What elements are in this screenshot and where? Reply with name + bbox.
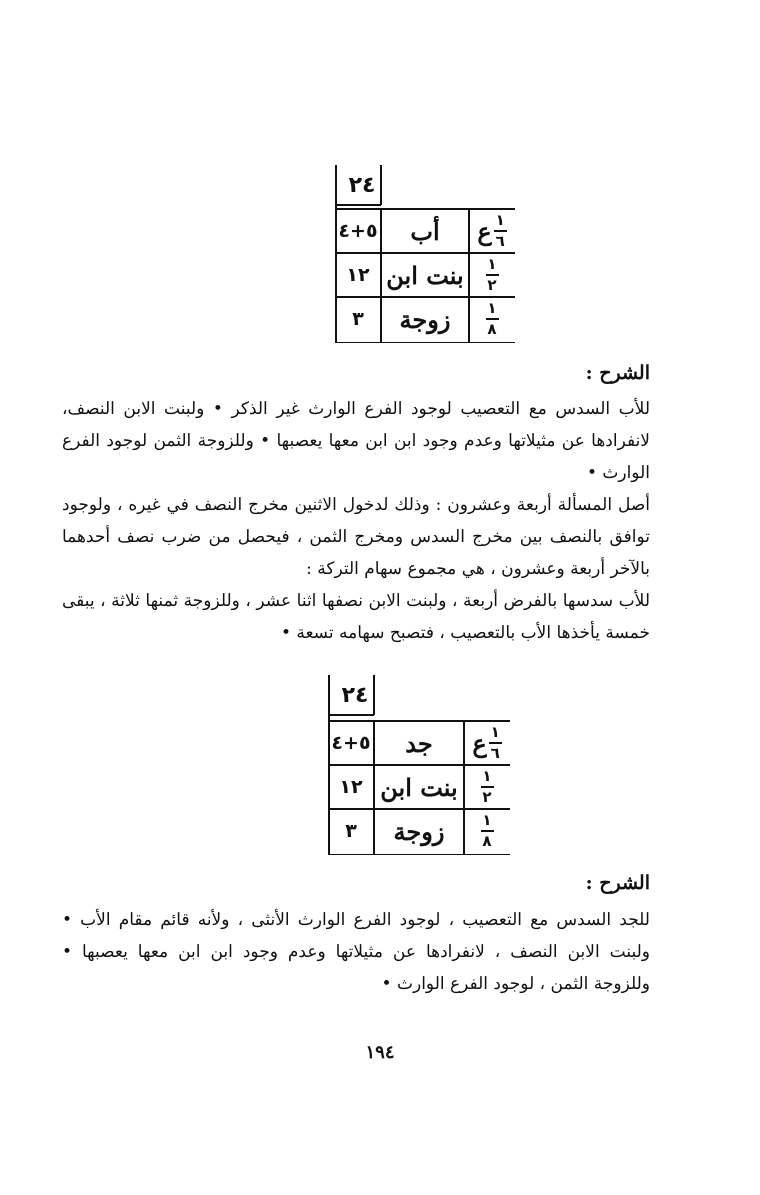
- fraction-denominator: ٨: [487, 320, 497, 338]
- heir-cell: زوجة: [399, 304, 451, 334]
- asabah-mark: ع: [477, 216, 492, 246]
- fraction-cell: [469, 209, 515, 253]
- fraction-denominator: ٨: [482, 832, 492, 850]
- heir-cell: جد: [405, 728, 433, 758]
- section-1-paragraph-1: للأب السدس مع التعصيب لوجود الفرع الوارث غير الذكر • ولبنت الابن النصف، لانفرادها عن مثيلاتها وعدم وجود ابن ابن معها يعصبها • وللزوجة الثمن لوجود الفرع الوارث •: [62, 399, 650, 483]
- table-row: [328, 765, 510, 809]
- page-number: ١٩٤: [365, 1042, 395, 1063]
- table-row: [328, 721, 510, 765]
- table-row: [335, 209, 515, 253]
- section-1-heading: الشرح :: [585, 362, 650, 384]
- fraction-denominator: ٢: [482, 788, 492, 806]
- fraction-cell: [469, 253, 515, 297]
- table-row: [328, 809, 510, 853]
- table-row: [335, 297, 515, 341]
- fraction-numerator: ١: [487, 255, 497, 273]
- fraction-denominator: ٦: [490, 744, 500, 762]
- share-cell: ٣: [352, 308, 364, 330]
- fraction: [481, 769, 494, 805]
- section-1-paragraph-3: للأب سدسها بالفرض أربعة ، ولبنت الابن نصفها اثنا عشر ، وللزوجة ثمنها ثلاثة ، يبقى خمسة يأخذها الأب بالتعصيب ، فتصبح سهامه تسعة •: [62, 591, 650, 643]
- fraction-numerator: ١: [487, 299, 497, 317]
- inheritance-table-1: [335, 165, 515, 343]
- share-cell: ٣: [345, 820, 357, 842]
- fraction: [486, 257, 499, 293]
- heir-cell: أب: [410, 216, 440, 246]
- fraction-numerator: ١: [482, 767, 492, 785]
- fraction-numerator: ١: [490, 723, 500, 741]
- fraction: [494, 213, 507, 249]
- share-cell: ١٢: [339, 776, 363, 798]
- share-cell: ٥+٤: [338, 220, 378, 242]
- fraction: [486, 301, 499, 337]
- fraction-denominator: ٦: [495, 232, 505, 250]
- table-2-total: ٢٤: [341, 682, 369, 708]
- heir-cell: بنت ابن: [380, 772, 458, 802]
- asabah-mark: ع: [472, 728, 487, 758]
- fraction-cell: [464, 721, 510, 765]
- share-cell: ٥+٤: [331, 732, 371, 754]
- fraction-cell: [464, 765, 510, 809]
- table-1-total: ٢٤: [348, 172, 376, 198]
- section-1-paragraph-2: أصل المسألة أربعة وعشرون : وذلك لدخول الاثنين مخرج النصف في غيره ، ولوجود توافق بالنصف بين مخرج السدس ومخرج الثمن ، فيحصل من ضرب نصف أحدهما بالآخر أربعة وعشرون ، هي مجموع سهام التركة :: [62, 495, 650, 579]
- fraction-numerator: ١: [495, 211, 505, 229]
- section-2-paragraph-1: للجد السدس مع التعصيب ، لوجود الفرع الوارث الأنثى ، ولأنه قائم مقام الأب • ولبنت الابن النصف ، لانفرادها عن مثيلاتها وعدم وجود ابن ابن معها يعصبها • وللزوجة الثمن ، لوجود الفرع الوارث •: [62, 910, 650, 994]
- fraction-cell: [464, 809, 510, 853]
- fraction-cell: [469, 297, 515, 341]
- inheritance-table-2: [328, 675, 510, 855]
- fraction-denominator: ٢: [487, 276, 497, 294]
- fraction: [489, 725, 502, 761]
- heir-cell: بنت ابن: [386, 260, 464, 290]
- table-row: [335, 253, 515, 297]
- fraction-numerator: ١: [482, 811, 492, 829]
- heir-cell: زوجة: [393, 816, 445, 846]
- section-2-heading: الشرح :: [585, 872, 650, 894]
- share-cell: ١٢: [346, 264, 370, 286]
- fraction: [481, 813, 494, 849]
